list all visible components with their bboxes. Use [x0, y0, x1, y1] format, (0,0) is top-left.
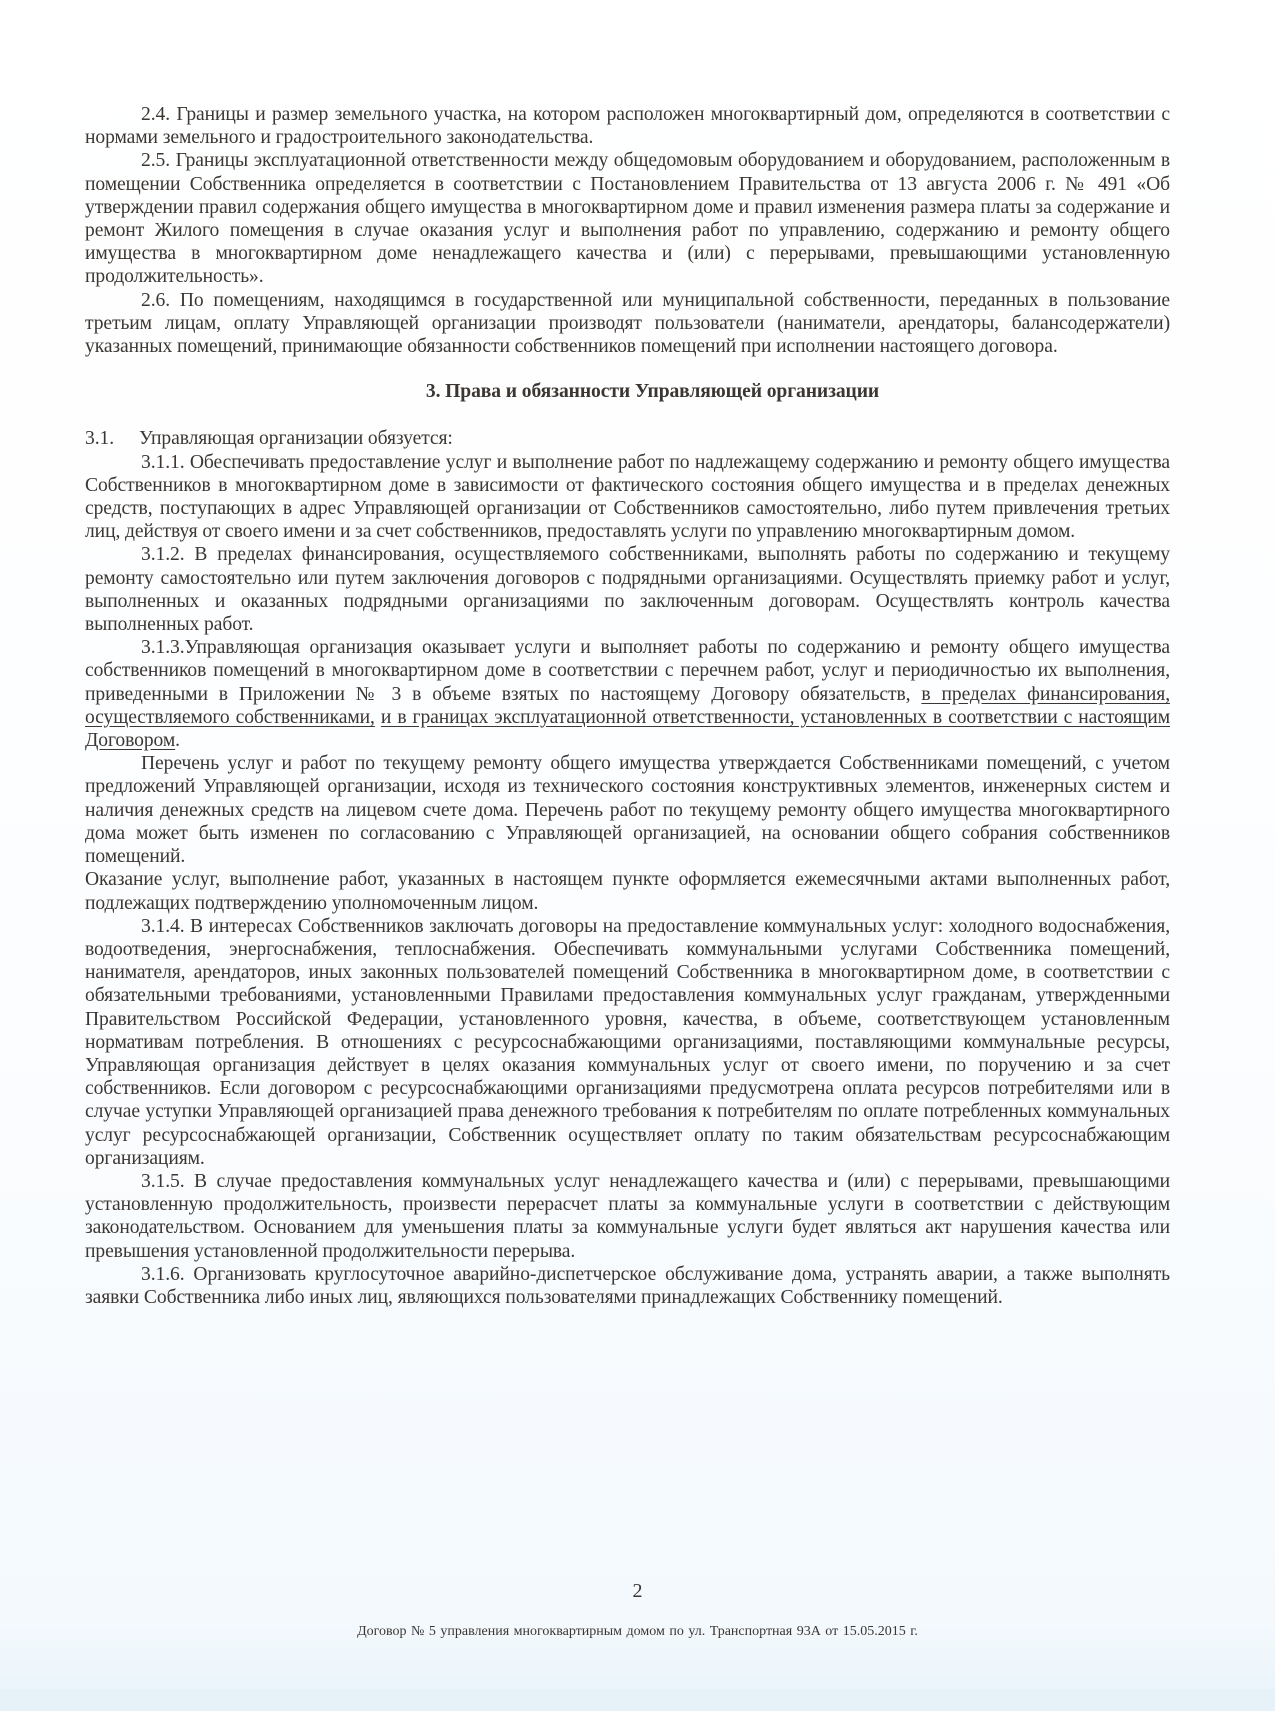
paragraph-3-1-5: 3.1.5. В случае предоставления коммунальных услуг ненадлежащего качества и (или) с перерывами, превышающими установленную продолжительность, произвести перерасчет платы за коммунальные услуги в соответствии с действующим законодательством. Основанием для уменьшения платы за коммунальные услуги будет являться акт нарушения качества или превышения установленной продолжительности перерыва. [85, 1170, 1170, 1262]
page-footer: Договор № 5 управления многоквартирным домом по ул. Транспортная 93А от 15.05.2015 г. [357, 1624, 918, 1639]
section-3-heading: 3. Права и обязанности Управляющей организации [425, 381, 880, 403]
paragraph-3-1-3 [85, 636, 1170, 752]
paragraph-2-4: 2.4. Границы и размер земельного участка, на котором расположен многоквартирный дом, определяются в соответствии с нормами земельного и градостроительного законодательства. [85, 104, 1170, 149]
paragraph-3-1-number: 3.1. [85, 428, 114, 450]
underlined-financing-clause: в пределах финансирования, осуществляемого собственниками, [85, 683, 1170, 728]
document-body [85, 103, 1170, 1309]
paragraph-3-1-3-works-list: Перечень услуг и работ по текущему ремонту общего имущества утверждается Собственниками помещений, с учетом предложений Управляющей организации, исходя из технического состояния конструктивных элементов, инженерных систем и наличия денежных средств на лицевом счете дома. Перечень работ по текущему ремонту общего имущества многоквартирного дома может быть изменен по согласованию с Управляющей организацией, на основании общего собрания собственников помещений. [85, 753, 1170, 868]
paragraph-3-1-text: Управляющая организации обязуется: [139, 428, 453, 450]
paragraph-3-1-3-acts: Оказание услуг, выполнение работ, указанных в настоящем пункте оформляется ежемесячными актами выполненных работ, подлежащих подтверждению уполномоченным лицом. [85, 869, 1170, 914]
paragraph-3-1-3-text: 3.1.3.Управляющая организация оказывает услуги и выполняет работы по содержанию и ремонту общего имущества собственников помещений в многоквартирном доме в соответствии с перечнем работ, услуг и периодичностью их выполнения, приведенными в Приложении № 3 в объеме взятых по настоящему Договору обязательств, [85, 637, 1170, 705]
paragraph-2-6: 2.6. По помещениям, находящимся в государственной или муниципальной собственности, переданных в пользование третьим лицам, оплату Управляющей организации производят пользователи (наниматели, арендаторы, балансодержатели) указанных помещений, принимающие обязанности собственников помещений при исполнении настоящего договора. [85, 289, 1170, 358]
paragraph-3-1-6: 3.1.6. Организовать круглосуточное аварийно-диспетчерское обслуживание дома, устранять аварии, а также выполнять заявки Собственника либо иных лиц, являющихся пользователями принадлежащих Собственнику помещений. [85, 1263, 1170, 1308]
paragraph-3-1-4: 3.1.4. В интересах Собственников заключать договоры на предоставление коммунальных услуг: холодного водоснабжения, водоотведения, энергоснабжения, теплоснабжения. Обеспечивать коммунальными услугами Собственника помещений, нанимателя, арендаторов, иных законных пользователей помещений Собственника в многоквартирном доме, в соответствии с обязательными требованиями, установленными Правилами предоставления коммунальных услуг гражданам, утвержденными Правительством Российской Федерации, установленного уровня, качества, в объеме, соответствующем установленным нормативам потребления. В отношениях с ресурсоснабжающими организациями, поставляющими коммунальные ресурсы, Управляющая организация действует в целях оказания коммунальных услуг от своего имени, по поручению и за счет собственников. Если договором с ресурсоснабжающими организациями предусмотрена оплата ресурсов потребителями или в случае уступки Управляющей организацией права денежного требования к потребителям по оплате потребленных коммунальных услуг ресурсоснабжающей организации, Собственник осуществляет оплату по таким обязательствам ресурсоснабжающим организациям. [85, 915, 1170, 1169]
scan-edge [0, 1689, 1275, 1711]
period: . [175, 730, 180, 752]
paragraph-3-1-1: 3.1.1. Обеспечивать предоставление услуг и выполнение работ по надлежащему содержанию и ремонту общего имущества Собственников в многоквартирном доме в зависимости от фактического состояния общего имущества и в пределах денежных средств, поступающих в адрес Управляющей организации от Собственников самостоятельно, либо путем привлечения третьих лиц, действуя от своего имени и за счет собственников, предоставлять услуги по управлению многоквартирным домом. [85, 451, 1170, 543]
paragraph-3-1 [85, 427, 1170, 450]
underlined-boundaries-clause: и в границах эксплуатационной ответственности, установленных в соответствии с настоящим Договором [85, 706, 1170, 752]
paragraph-3-1-2: 3.1.2. В пределах финансирования, осуществляемого собственниками, выполнять работы по содержанию и текущему ремонту самостоятельно или путем заключения договоров с подрядными организациями. Осуществлять приемку работ и услуг, выполненных и оказанных подрядными организациями по заключенным договорам. Осуществлять контроль качества выполненных работ. [85, 544, 1170, 636]
paragraph-2-5: 2.5. Границы эксплуатационной ответственности между общедомовым оборудованием и оборудованием, расположенным в помещении Собственника определяется в соответствии с Постановлением Правительства от 13 августа 2006 г. № 491 «Об утверждении правил содержания общего имущества в многоквартирном доме и правил изменения размера платы за содержание и ремонт Жилого помещения в случае оказания услуг и выполнения работ по управлению, содержанию и ремонту общего имущества в многоквартирном доме ненадлежащего качества и (или) с перерывами, превышающими установленную продолжительность». [85, 150, 1170, 288]
page-number: 2 [632, 1580, 643, 1602]
